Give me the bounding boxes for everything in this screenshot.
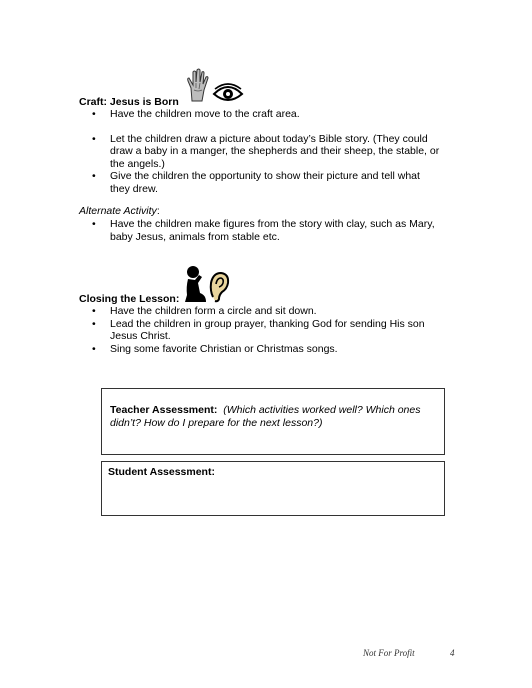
eye-icon [212,83,244,105]
praying-child-icon [182,265,208,303]
ear-icon [207,271,231,303]
list-item: • Have the children move to the craft area. [92,108,300,120]
list-item: • Sing some favorite Christian or Christmas songs. [92,342,338,355]
list-item: • Lead the children in group prayer, thanking God for sending His son Jesus Christ. [92,317,425,342]
footer-text: Not For Profit [363,648,415,658]
craft-heading: Craft: Jesus is Born [79,96,179,108]
hand-icon [186,68,210,102]
student-assessment-label: Student Assessment: [108,466,215,478]
list-item: • Have the children form a circle and sit down. [92,305,317,317]
list-item: • Let the children draw a picture about today’s Bible story. (They could draw a baby in a manger, the shepherds and their sheep, the stable, or the angels.) [92,132,440,170]
craft-bullet-list [92,108,442,195]
list-item: • Have the children make figures from the story with clay, such as Mary, baby Jesus, animals from stable etc. [92,218,435,243]
alternate-bullet-list [92,218,442,243]
alternate-activity-label: Alternate Activity: [79,205,160,217]
teacher-assessment-text: Teacher Assessment: (Which activities worked well? Which ones didn’t? How do I prepare for the next lesson?) [110,404,421,429]
list-item: • Give the children the opportunity to show their picture and tell what they drew. [92,170,420,195]
page-number: 4 [450,648,455,658]
closing-heading: Closing the Lesson: [79,293,180,305]
student-assessment-box[interactable] [101,461,445,516]
closing-bullet-list [92,305,442,355]
teacher-assessment-box[interactable] [101,388,445,455]
